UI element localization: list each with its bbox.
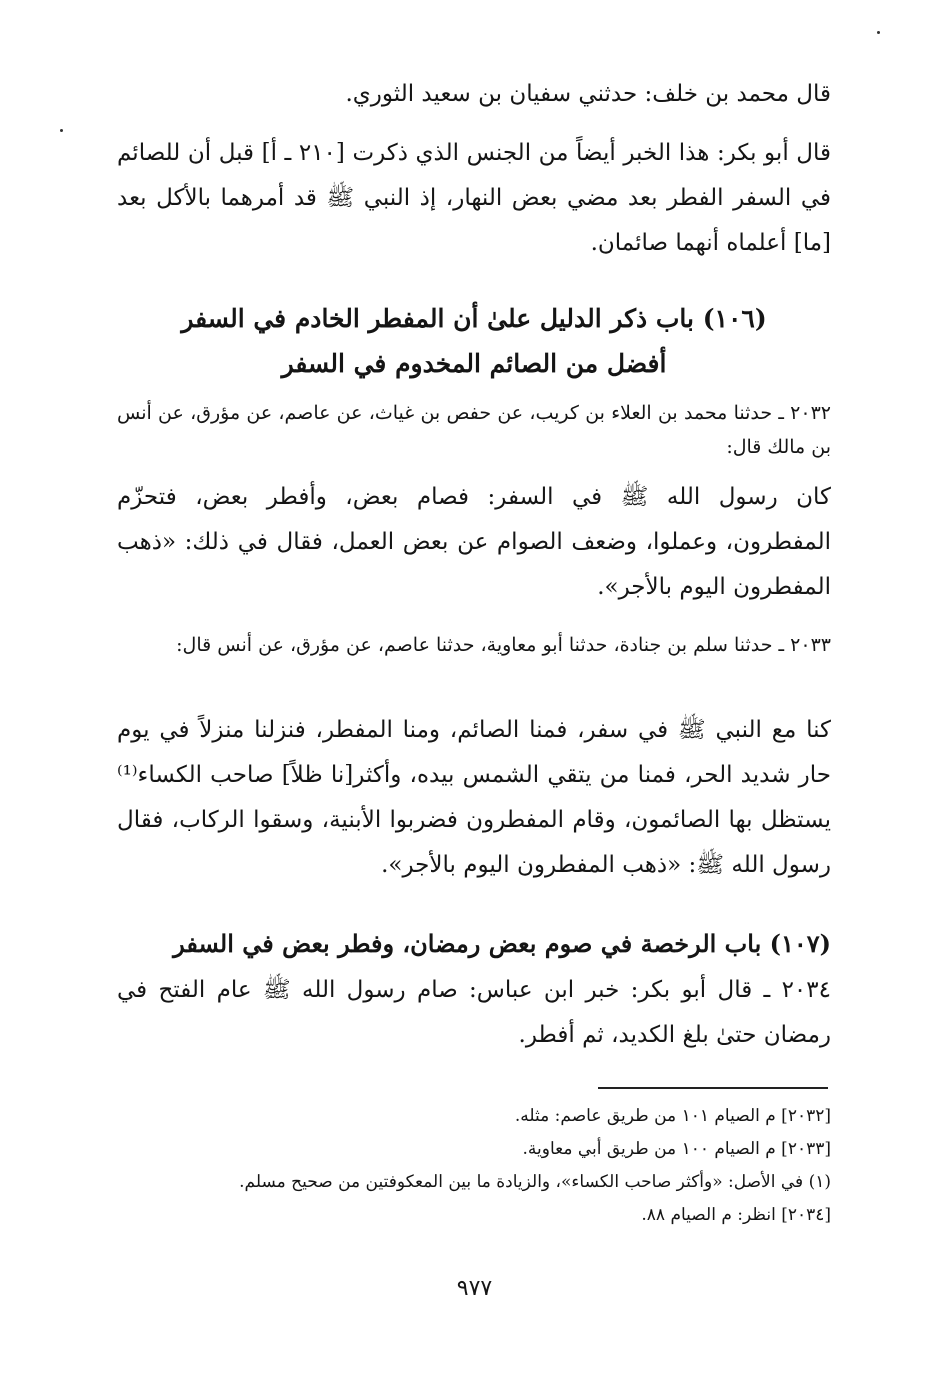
hadith-2034-text: ٢٠٣٤ ـ قال أبو بكر: خبر ابن عباس: صام رسول الله ﷺ عام الفتح في رمضان حتىٰ بلغ الكديد، ثم أفطر. (117, 977, 831, 1048)
chapter-106-heading-line-1: (١٠٦) باب ذكر الدليل علىٰ أن المفطر الخادم في السفر (181, 304, 767, 333)
chapter-107-heading: (١٠٧) باب الرخصة في صوم بعض رمضان، وفطر بعض في السفر (173, 929, 831, 958)
chapter-106-heading-line-2: أفضل من الصائم المخدوم في السفر (281, 349, 667, 378)
hadith-2033-isnad: ٢٠٣٣ ـ حدثنا سلم بن جنادة، حدثنا أبو معاوية، حدثنا عاصم، عن مؤرق، عن أنس قال: (176, 634, 831, 656)
footnotes (117, 1100, 831, 1232)
footnote-2034: [٢٠٣٤] انظر: م الصيام ٨٨. (641, 1205, 831, 1225)
scan-speck (60, 129, 63, 132)
scan-speck (877, 31, 880, 34)
paragraph-narrator-statement: قال محمد بن خلف: حدثني سفيان بن سعيد الثوري. (345, 81, 831, 107)
paragraph-abu-bakr-comment: قال أبو بكر: هذا الخبر أيضاً من الجنس الذي ذكرت [٢١٠ ـ أ] قبل أن للصائم في السفر الفطر بعد مضي بعض النهار، إذ النبي ﷺ قد أمرهما بالأكل بعد [ما] أعلماه أنهما صائمان. (117, 140, 831, 256)
footnote-1: (١) في الأصل: «وأكثر صاحب الكساء»، والزيادة ما بين المعكوفتين من صحيح مسلم. (239, 1172, 831, 1192)
page-number: ٩٧٧ (456, 1276, 493, 1301)
footnote-2032: [٢٠٣٢] م الصيام ١٠١ من طريق عاصم: مثله. (514, 1106, 831, 1126)
footnote-2033: [٢٠٣٣] م الصيام ١٠٠ من طريق أبي معاوية. (522, 1139, 831, 1159)
hadith-2033-text: كنا مع النبي ﷺ في سفر، فمنا الصائم، ومنا المفطر، فنزلنا منزلاً في يوم حار شديد الحر، فمنا من يتقي الشمس بيده، وأكثر[نا ظلاً] صاحب الكساء⁽¹⁾ يستظل بها الصائمون، وقام المفطرون فضربوا الأبنية، وسقوا الركاب، فقال رسول الله ﷺ: «ذهب المفطرون اليوم بالأجر». (117, 717, 831, 878)
footnote-separator (598, 1087, 828, 1089)
hadith-2032-isnad: ٢٠٣٢ ـ حدثنا محمد بن العلاء بن كريب، عن حفص بن غياث، عن عاصم، عن مؤرق، عن أنس بن مالك قال: (117, 402, 831, 458)
hadith-2032-text: كان رسول الله ﷺ في السفر: فصام بعض، وأفطر بعض، فتحزّم المفطرون، وعملوا، وضعف الصوام عن بعض العمل، فقال في ذلك: «ذهب المفطرون اليوم بالأجر». (117, 484, 831, 600)
